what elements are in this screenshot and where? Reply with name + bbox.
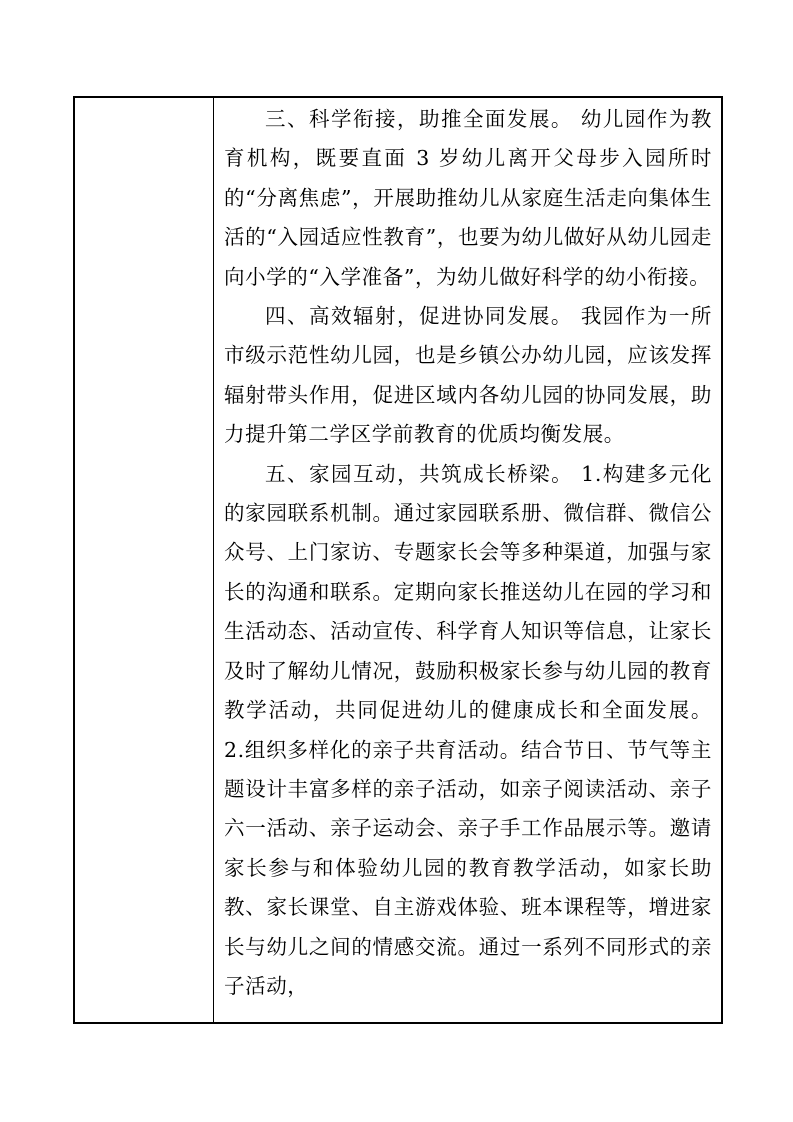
document-table — [73, 96, 723, 1024]
paragraph-science-transition: 三、科学衔接，助推全面发展。 幼儿园作为教育机构，既要直面 3 岁幼儿离开父母步入园所时的“分离焦虑”，开展助推幼儿从家庭生活走向集体生活的“入园适应性教育”，也要为幼儿做好从幼儿园走向小学的“入学准备”，为幼儿做好科学的幼小衔接。 — [224, 107, 712, 289]
paragraph-radiation-development: 四、高效辐射，促进协同发展。 我园作为一所市级示范性幼儿园，也是乡镇公办幼儿园，应该发挥辐射带头作用，促进区域内各幼儿园的协同发展，助力提升第二学区学前教育的优质均衡发展。 — [224, 304, 712, 447]
table-content-cell — [214, 98, 721, 1022]
table-label-cell — [75, 98, 214, 1022]
paragraph-home-school-interaction: 五、家园互动，共筑成长桥梁。 1.构建多元化的家园联系机制。通过家园联系册、微信群、微信公众号、上门家访、专题家长会等多种渠道，加强与家长的沟通和联系。定期向家长推送幼儿在园的学习和生活动态、活动宣传、科学育人知识等信息，让家长及时了解幼儿情况，鼓励积极家长参与幼儿园的教育教学活动，共同促进幼儿的健康成长和全面发展。 2.组织多样化的亲子共育活动。结合节日、节气等主题设计丰富多样的亲子活动，如亲子阅读活动、亲子六一活动、亲子运动会、亲子手工作品展示等。邀请家长参与和体验幼儿园的教育教学活动，如家长助教、家长课堂、自主游戏体验、班本课程等，增进家长与幼儿之间的情感交流。通过一系列不同形式的亲子活动， — [224, 461, 712, 998]
